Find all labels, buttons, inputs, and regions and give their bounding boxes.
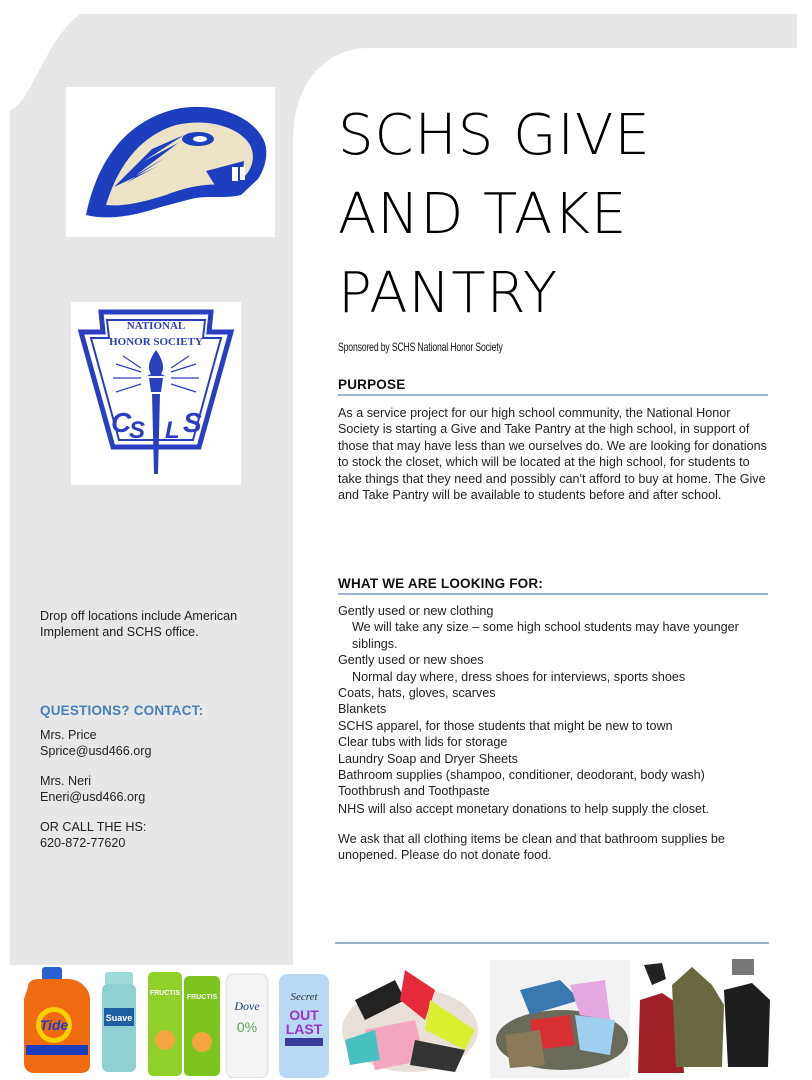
list-item: Coats, hats, gloves, scarves	[338, 686, 496, 701]
shampoo-label-1: FRUCTIS	[149, 990, 181, 997]
sponsor-line: Sponsored by SCHS National Honor Society	[338, 340, 503, 354]
detergent-label: Tide	[39, 1017, 69, 1033]
dove-label: Dove	[234, 999, 260, 1013]
list-item: Laundry Soap and Dryer Sheets	[338, 751, 518, 766]
list-item: Clear tubs with lids for storage	[338, 735, 508, 750]
list-item: Bathroom supplies (shampoo, conditioner, deodorant, body wash)	[338, 768, 705, 783]
purpose-heading: PURPOSE	[338, 377, 768, 396]
secret-sub-label-2: LAST	[285, 1021, 323, 1037]
donation-items-list	[338, 603, 768, 800]
phone-number[interactable]: 620-872-77620	[40, 835, 126, 850]
contact-email[interactable]: Eneri@usd466.org	[40, 789, 146, 804]
torch-icon	[147, 350, 165, 474]
shampoo-label-2: FRUCTIS	[186, 994, 218, 1001]
contact-price	[40, 728, 280, 759]
body-wash-label: Suave	[105, 1013, 133, 1023]
list-item: SCHS apparel, for those students that might be new to town	[338, 718, 673, 733]
beaver-mascot-icon	[66, 87, 275, 237]
list-item: Normal day where, dress shoes for interviews, sports shoes	[352, 669, 686, 684]
contact-email[interactable]: Sprice@usd466.org	[40, 743, 152, 758]
title-line-2: AND TAKE	[338, 182, 628, 247]
nhs-logo-line2: HONOR SOCIETY	[109, 336, 203, 348]
clean-note: We ask that all clothing items be clean and that bathroom supplies be unopened. Please do not donate food.	[338, 832, 725, 863]
nhs-letter-s1: S	[129, 417, 146, 444]
title-line-1: SCHS GIVE	[338, 103, 651, 168]
list-item: Gently used or new clothing	[338, 604, 494, 618]
page-title	[338, 96, 778, 333]
nhs-letter-l: L	[165, 417, 180, 444]
list-item: Gently used or new shoes	[338, 653, 484, 668]
contact-name: Mrs. Price	[40, 728, 97, 742]
monetary-note: NHS will also accept monetary donations to help supply the closet.	[338, 802, 710, 816]
list-item: Blankets	[338, 702, 387, 717]
secret-deodorant-photo	[277, 970, 331, 1078]
looking-for-heading: WHAT WE ARE LOOKING FOR:	[338, 576, 768, 595]
secret-sub-label-1: OUT	[289, 1007, 319, 1023]
bottom-divider	[335, 942, 769, 944]
detergent-photo	[20, 965, 95, 1075]
body-wash-photo	[100, 972, 138, 1074]
dropoff-text: Drop off locations include American Implement and SCHS office.	[40, 609, 238, 639]
nhs-letter-s2: S	[183, 407, 202, 438]
list-item: We will take any size – some high school students may have younger	[352, 620, 739, 635]
list-item: Toothbrush and Toothpaste	[338, 784, 490, 799]
title-line-3: PANTRY	[338, 261, 559, 326]
shampoo-photo	[146, 970, 222, 1078]
nhs-keystone-icon	[71, 302, 241, 485]
nhs-letter-c: C	[111, 407, 132, 438]
contact-neri	[40, 774, 280, 805]
contact-heading: QUESTIONS? CONTACT:	[40, 703, 204, 718]
mascot-logo	[66, 87, 275, 237]
coats-photo	[632, 955, 772, 1077]
nhs-logo-line1: NATIONAL	[126, 320, 186, 332]
secret-label: Secret	[290, 991, 318, 1003]
list-item: siblings.	[352, 636, 398, 651]
purpose-text: As a service project for our high school community, the National Honor Society is starting a Give and Take Pantry at the high school, in support of those that may have less than we ourselves do. We are looking for donations to stock the closet, which will be located at the high school, for students to take things that they need and possibly can't afford to buy at home. The Give and Take Pantry will be available to students before and after school.	[338, 406, 767, 503]
shoes-photo	[335, 960, 485, 1078]
contact-name: Mrs. Neri	[40, 774, 92, 788]
call-label: OR CALL THE HS:	[40, 820, 147, 834]
dove-sub-label: 0%	[236, 1019, 258, 1035]
clothes-pile-photo	[490, 960, 630, 1078]
dove-deodorant-photo	[224, 970, 270, 1078]
nhs-logo	[71, 302, 241, 485]
contact-call	[40, 820, 280, 851]
